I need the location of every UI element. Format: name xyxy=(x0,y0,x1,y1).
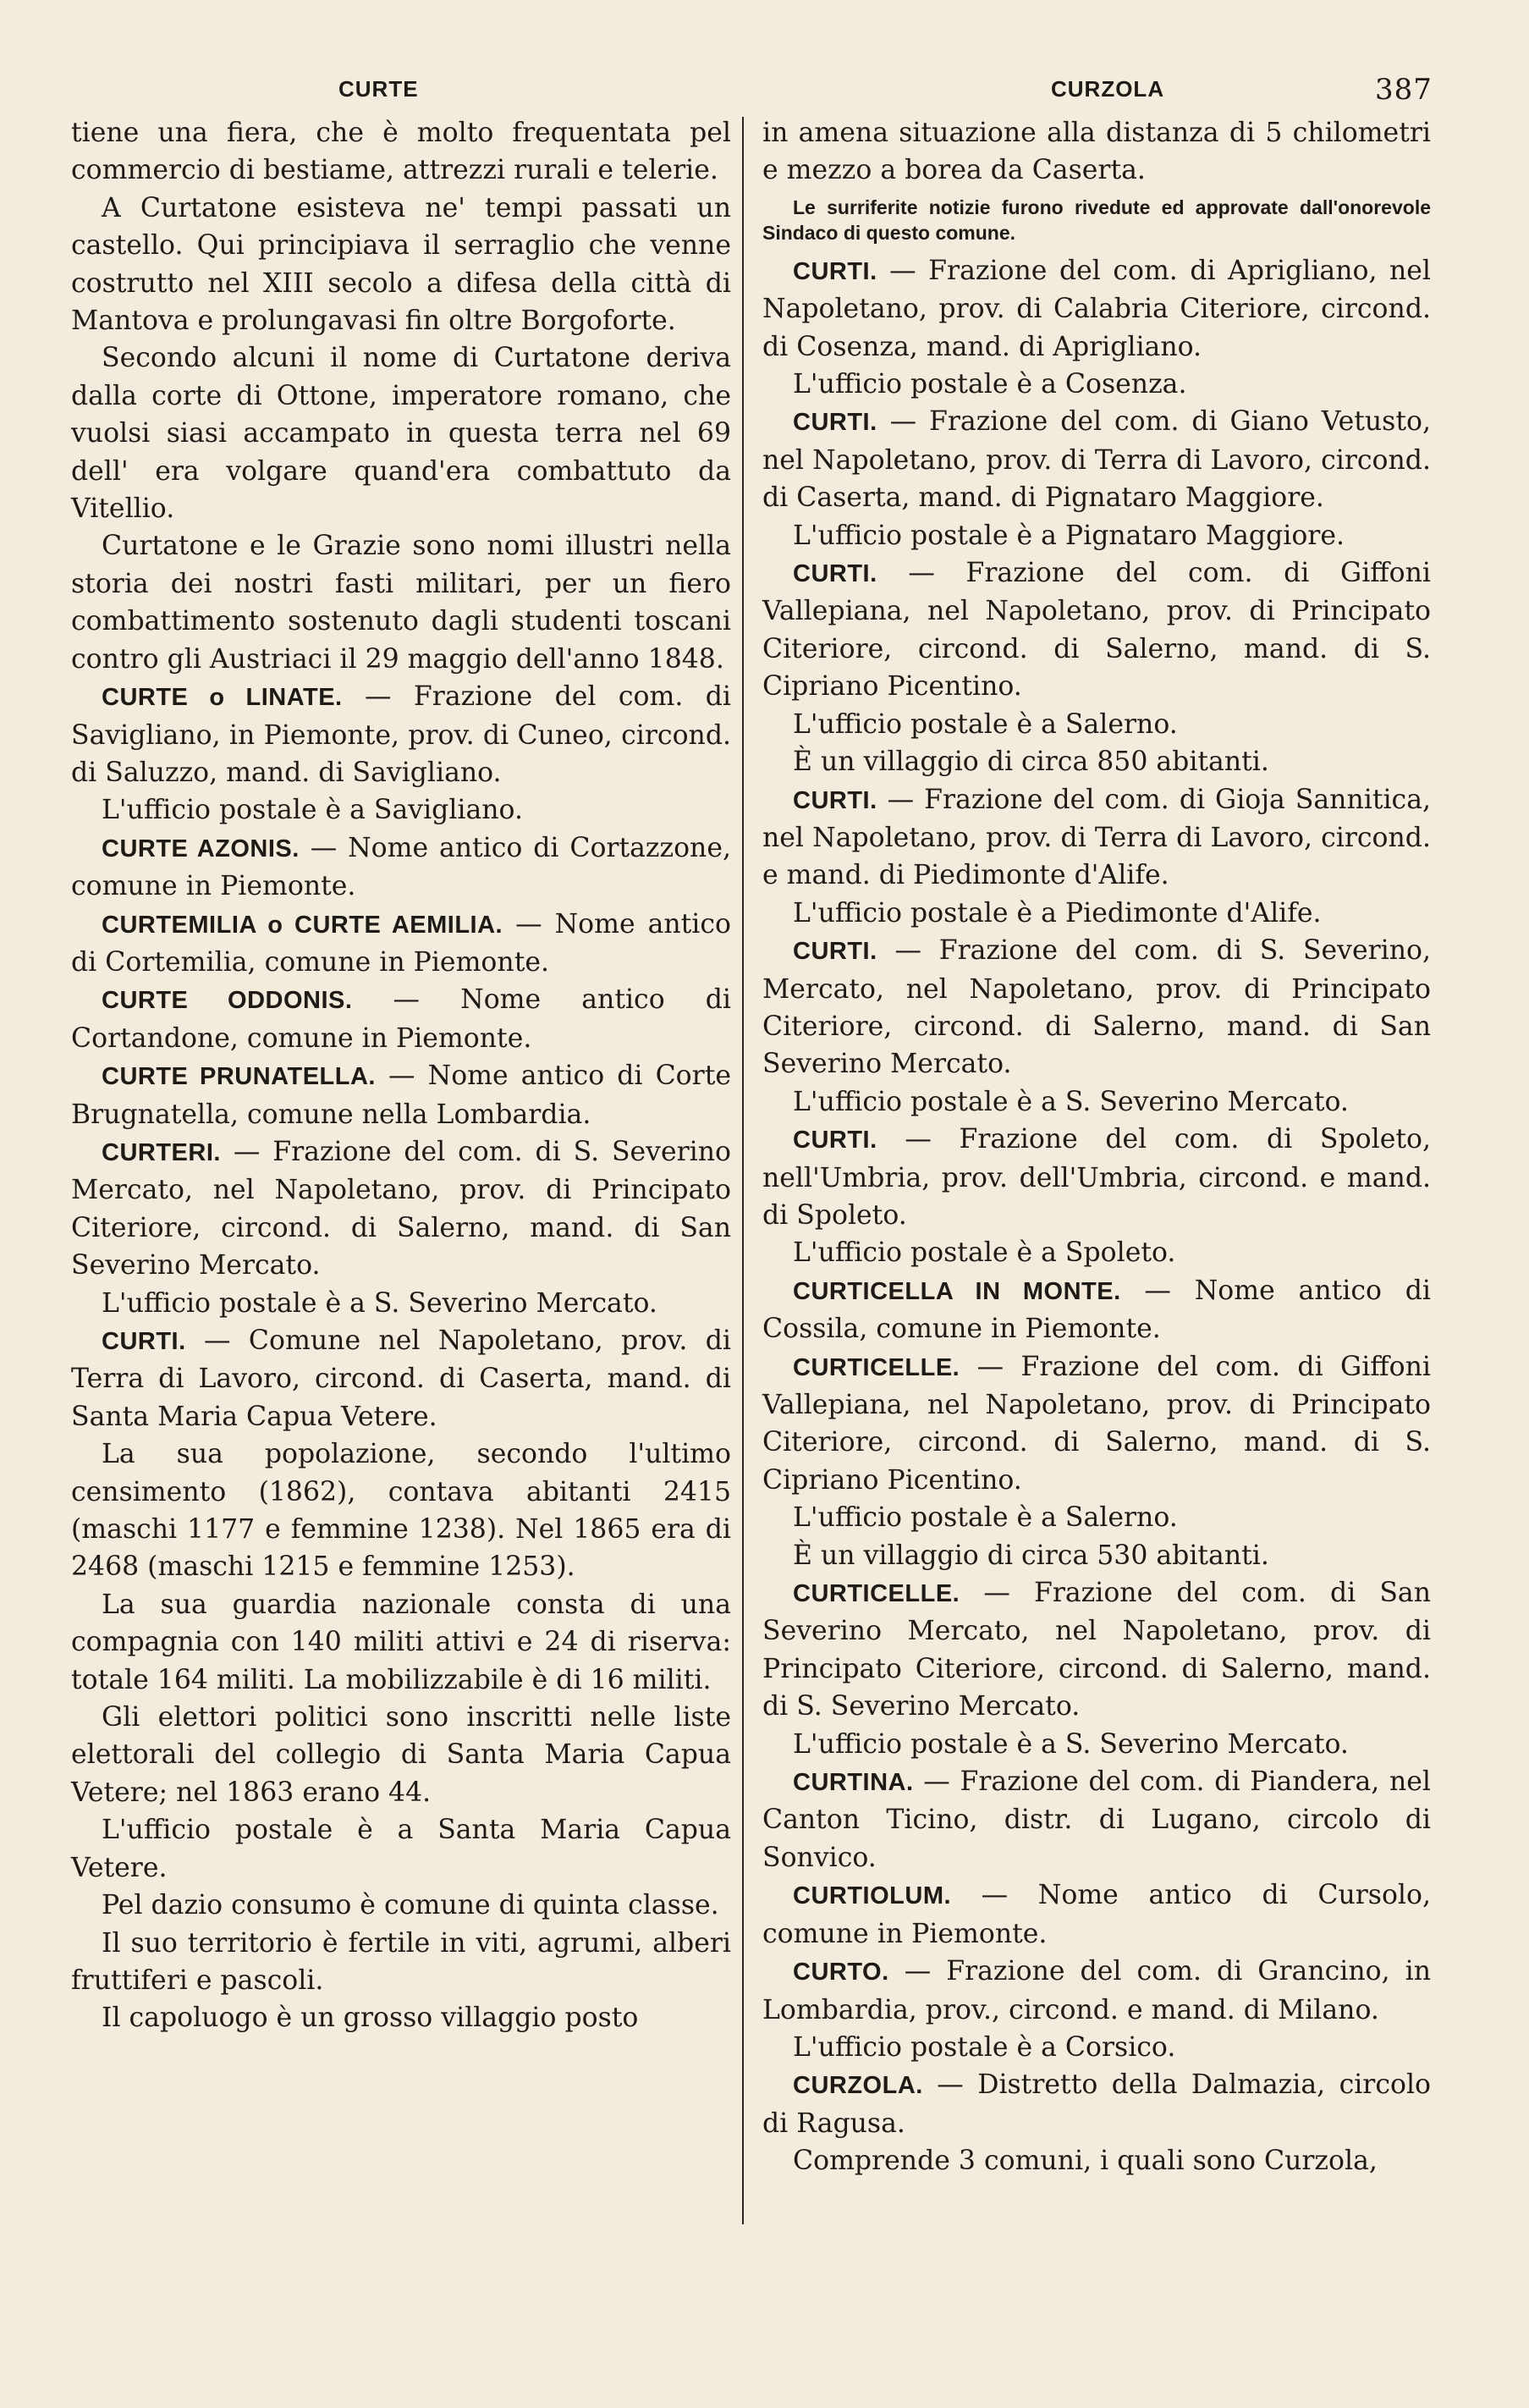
entry-text: — Nome antico di Cortandone, comune in Piemonte. xyxy=(71,984,731,1054)
page-number: 387 xyxy=(1375,73,1433,107)
entry-headword: CURTE o LINATE. xyxy=(102,684,343,712)
gazetteer-entry xyxy=(71,678,731,791)
paragraph: Il suo territorio è fertile in viti, agrumi, alberi fruttiferi e pascoli. xyxy=(71,1927,731,1996)
gazetteer-entry xyxy=(71,906,731,982)
entry-text: — Distretto della Dalmazia, circolo di Ragusa. xyxy=(762,2069,1431,2139)
entry-headword: CURTI. xyxy=(102,1328,186,1355)
column-divider xyxy=(742,117,744,2224)
gazetteer-entry xyxy=(762,2066,1431,2142)
gazetteer-entry xyxy=(762,554,1431,706)
entry-text: — Frazione del com. di San Severino Mercato, nel Napoletano, prov. di Principato Citeriore, circond. di Salerno, mand. di S. Severino Mercato. xyxy=(762,1578,1431,1722)
continued-paragraph: in amena situazione alla distanza di 5 chilometri e mezzo a borea da Caserta. xyxy=(762,118,1431,186)
paragraph: L'ufficio postale è a Santa Maria Capua Vetere. xyxy=(71,1815,731,1883)
gazetteer-entry xyxy=(71,829,731,906)
entry-text: — Frazione del com. di Aprigliano, nel Napoletano, prov. di Calabria Citeriore, circond. di Cosenza, mand. di Aprigliano. xyxy=(762,255,1431,362)
gazetteer-entry xyxy=(762,781,1431,895)
paragraph: L'ufficio postale è a Salerno. xyxy=(793,1502,1178,1534)
paragraph: L'ufficio postale è a S. Severino Mercato. xyxy=(102,1287,657,1319)
left-running-title: CURTE xyxy=(338,76,419,102)
entry-headword: CURTI. xyxy=(793,1127,877,1154)
entry-headword: CURTI. xyxy=(793,409,877,437)
entry-headword: CURTI. xyxy=(793,938,877,966)
entry-headword: CURTO. xyxy=(793,1959,889,1986)
paragraph: L'ufficio postale è a Corsico. xyxy=(793,2031,1176,2063)
gazetteer-entry xyxy=(762,1348,1431,1500)
entry-headword: CURTIOLUM. xyxy=(793,1882,952,1910)
paragraph: Curtatone e le Grazie sono nomi illustri nella storia dei nostri fasti militari, per un fiero combattimento sostenuto dagli studenti toscani contro gli Austriaci il 29 maggio dell'anno 1848. xyxy=(71,531,731,675)
entry-text: — Nome antico di Cossila, comune in Piemonte. xyxy=(762,1275,1431,1345)
entry-headword: CURTICELLA IN MONTE. xyxy=(793,1277,1121,1305)
editorial-note: Le surriferite notizie furono rivedute ed approvate dall'onorevole Sindaco di questo comune. xyxy=(762,196,1431,244)
entry-text: — Frazione del com. di Gioja Sannitica, nel Napoletano, prov. di Terra di Lavoro, circond. e mand. di Piedimonte d'Alife. xyxy=(762,784,1431,891)
entry-headword: CURTE ODDONIS. xyxy=(102,987,353,1015)
paragraph: È un villaggio di circa 530 abitanti. xyxy=(793,1540,1269,1571)
gazetteer-entry xyxy=(762,1121,1431,1234)
entry-text: — Frazione del com. di Grancino, in Lombardia, prov., circond. e mand. di Milano. xyxy=(762,1956,1431,2025)
gazetteer-entry xyxy=(762,252,1431,366)
entry-headword: CURTERI. xyxy=(102,1138,221,1166)
paragraph: Comprende 3 comuni, i quali sono Curzola, xyxy=(793,2146,1378,2177)
paragraph: Secondo alcuni il nome di Curtatone deriva dalla corte di Ottone, imperatore romano, che vuolsi siasi accampato in questa terra nel 69 dell' era volgare quand'era combattuto da Vitellio. xyxy=(71,343,731,525)
entry-headword: CURTI. xyxy=(793,257,877,285)
entry-text: — Frazione del com. di S. Severino, Mercato, nel Napoletano, prov. di Principato Citeriore, circond. di Salerno, mand. di San Severino Mercato. xyxy=(762,935,1431,1080)
entry-headword: CURTI. xyxy=(793,786,877,814)
paragraph: L'ufficio postale è a Salerno. xyxy=(793,708,1178,740)
paragraph: L'ufficio postale è a Spoleto. xyxy=(793,1237,1176,1269)
gazetteer-entry xyxy=(762,1763,1431,1876)
entry-text: — Nome antico di Cortemilia, comune in Piemonte. xyxy=(71,908,731,978)
entry-text: — Nome antico di Corte Brugnatella, comune nella Lombardia. xyxy=(71,1061,731,1130)
gazetteer-entry xyxy=(71,1133,731,1285)
entry-headword: CURTICELLE. xyxy=(793,1353,960,1381)
gazetteer-entry xyxy=(762,403,1431,516)
entry-text: — Frazione del com. di Savigliano, in Piemonte, prov. di Cuneo, circond. di Saluzzo, mand. di Savigliano. xyxy=(71,681,731,788)
entry-headword: CURTE AZONIS. xyxy=(102,835,300,862)
gazetteer-entry xyxy=(762,1272,1431,1348)
paragraph: La sua popolazione, secondo l'ultimo censimento (1862), contava abitanti 2415 (maschi 1177 e femmine 1238). Nel 1865 era di 2468 (maschi 1215 e femmine 1253). xyxy=(71,1439,731,1583)
entry-text: — Comune nel Napoletano, prov. di Terra di Lavoro, circond. di Caserta, mand. di Santa Maria Capua Vetere. xyxy=(71,1325,731,1432)
entry-text: — Frazione del com. di Giano Vetusto, nel Napoletano, prov. di Terra di Lavoro, circond. di Caserta, mand. di Pignataro Maggiore. xyxy=(762,406,1431,514)
paragraph: Pel dazio consumo è comune di quinta classe. xyxy=(102,1890,719,1921)
entry-text: — Frazione del com. di Piandera, nel Canton Ticino, distr. di Lugano, circolo di Sonvico. xyxy=(762,1766,1431,1873)
entry-headword: CURTE PRUNATELLA. xyxy=(102,1063,376,1091)
entry-text: — Frazione del com. di Spoleto, nell'Umbria, prov. dell'Umbria, circond. e mand. di Spoleto. xyxy=(762,1124,1431,1231)
entry-headword: CURTICELLE. xyxy=(793,1580,960,1608)
entry-text: — Frazione del com. di Giffoni Vallepiana, nel Napoletano, prov. di Principato Citeriore, circond. di Salerno, mand. di S. Cipriano Picentino. xyxy=(762,1351,1431,1496)
gazetteer-entry xyxy=(71,1057,731,1133)
entry-headword: CURTEMILIA o CURTE AEMILIA. xyxy=(102,911,503,939)
entry-text: — Frazione del com. di Giffoni Vallepiana, nel Napoletano, prov. di Principato Citeriore, circond. di Salerno, mand. di S. Cipriano Picentino. xyxy=(762,558,1431,703)
right-running-title: CURZOLA xyxy=(1051,76,1165,102)
paragraph: L'ufficio postale è a Pignataro Maggiore. xyxy=(793,520,1345,551)
entry-text: — Nome antico di Cursolo, comune in Piemonte. xyxy=(762,1880,1431,1949)
gazetteer-entry xyxy=(762,932,1431,1083)
left-text-column xyxy=(71,114,731,2037)
gazetteer-entry xyxy=(71,1322,731,1435)
paragraph: Il capoluogo è un grosso villaggio posto xyxy=(102,2003,639,2034)
paragraph: L'ufficio postale è a Cosenza. xyxy=(793,369,1187,400)
gazetteer-entry xyxy=(762,1953,1431,2029)
paragraph: L'ufficio postale è a Savigliano. xyxy=(102,795,523,826)
entry-headword: CURTINA. xyxy=(793,1769,914,1797)
paragraph: L'ufficio postale è a Piedimonte d'Alife. xyxy=(793,897,1322,928)
entry-headword: CURTI. xyxy=(793,560,877,588)
gazetteer-entry xyxy=(762,1876,1431,1953)
running-header xyxy=(0,73,1529,107)
paragraph: L'ufficio postale è a S. Severino Mercato. xyxy=(793,1728,1349,1760)
gazetteer-entry xyxy=(71,981,731,1057)
paragraph: La sua guardia nazionale consta di una compagnia con 140 militi attivi e 24 di riserva: totale 164 militi. La mobilizzabile è di 16 militi. xyxy=(71,1589,731,1695)
paragraph: Gli elettori politici sono inscritti nelle liste elettorali del collegio di Santa Maria Capua Vetere; nel 1863 erano 44. xyxy=(71,1702,731,1808)
paragraph: A Curtatone esisteva ne' tempi passati un castello. Qui principiava il serraglio che venne costrutto nel XIII secolo a difesa della città di Mantova e prolungavasi fin oltre Borgoforte. xyxy=(71,192,731,337)
gazetteer-entry xyxy=(762,1574,1431,1726)
entry-headword: CURZOLA. xyxy=(793,2072,923,2100)
paragraph: È un villaggio di circa 850 abitanti. xyxy=(793,747,1269,778)
continued-paragraph: tiene una fiera, che è molto frequentata pel commercio di bestiame, attrezzi rurali e telerie. xyxy=(71,118,731,186)
right-text-column xyxy=(762,114,1431,2180)
entry-text: — Frazione del com. di S. Severino Mercato, nel Napoletano, prov. di Principato Citeriore, circond. di Salerno, mand. di San Severino Mercato. xyxy=(71,1136,731,1281)
paragraph: L'ufficio postale è a S. Severino Mercato. xyxy=(793,1086,1349,1117)
entry-text: — Nome antico di Cortazzone, comune in Piemonte. xyxy=(71,832,731,902)
